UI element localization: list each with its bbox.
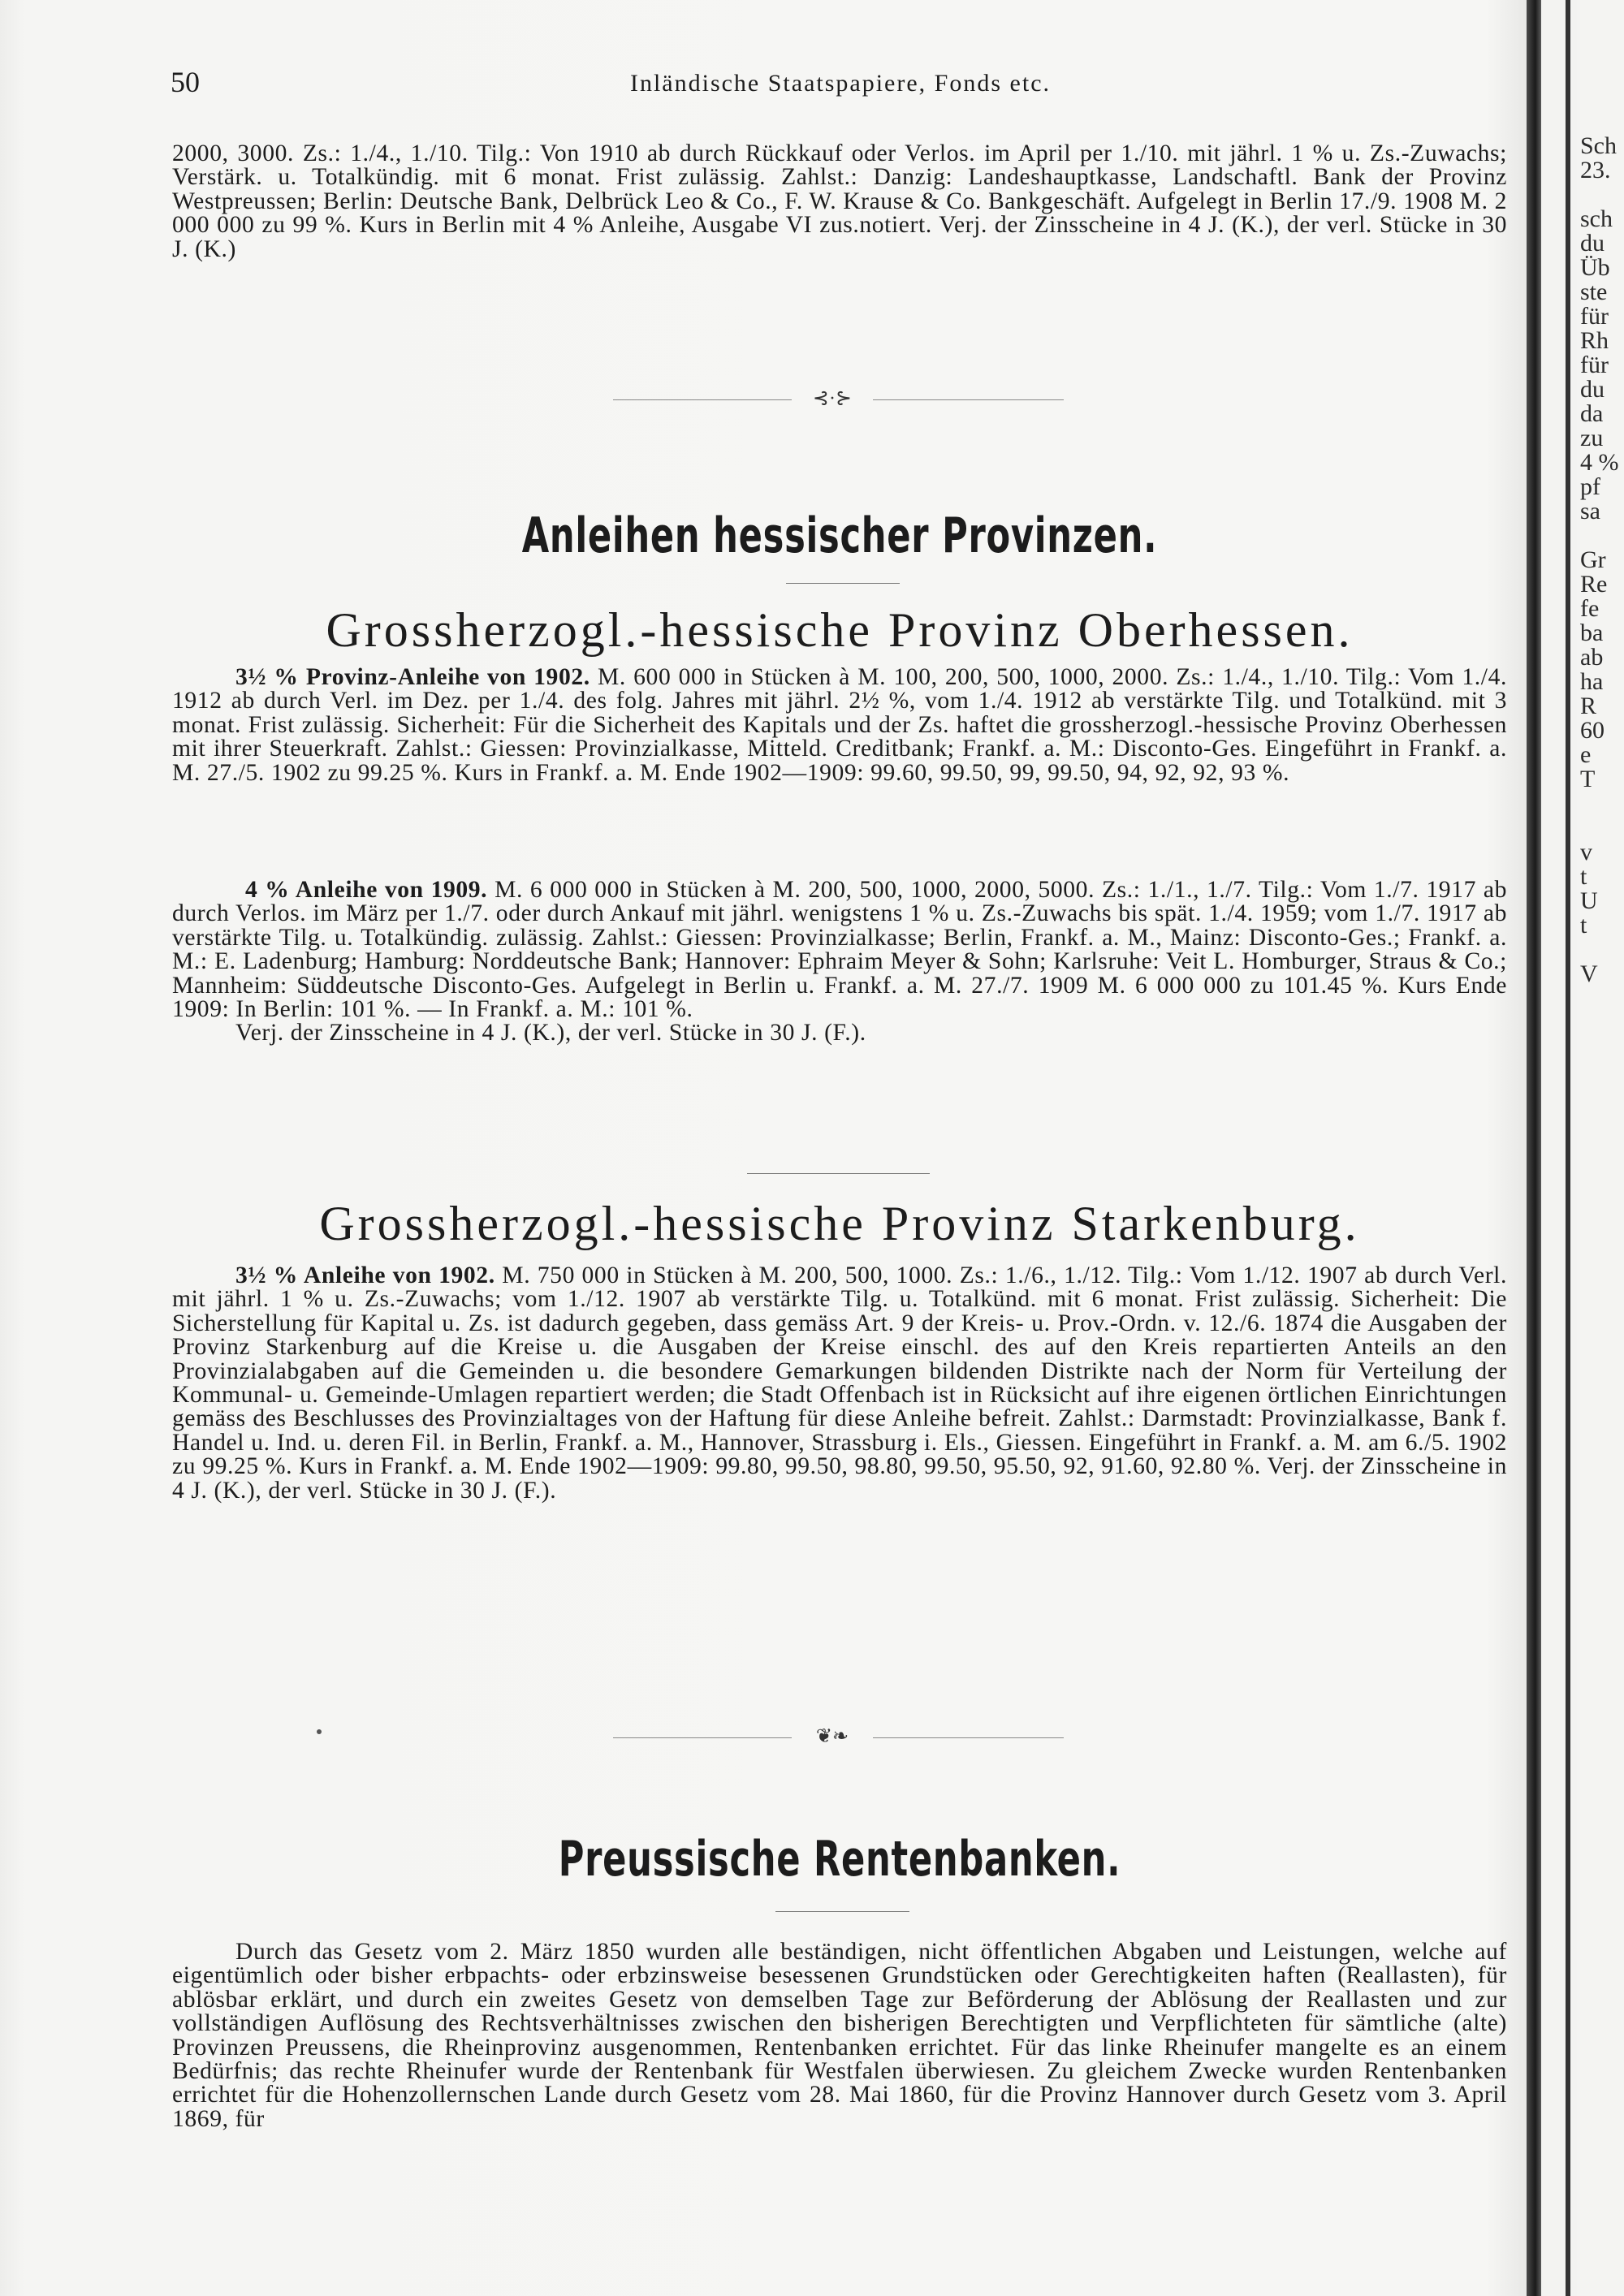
- loan-starkenburg-title: 3½ % Anleihe von 1902.: [235, 1262, 495, 1288]
- next-page-fragment: U: [1580, 887, 1598, 914]
- heading-oberhessen: Grossherzogl.-hessische Provinz Oberhessen.: [326, 603, 1354, 657]
- loan-1902-title: 3½ % Provinz-Anleihe von 1902.: [235, 664, 590, 690]
- next-page-fragment: Gr: [1580, 546, 1606, 573]
- ornament-divider: ⊰·⊱: [812, 388, 853, 409]
- ornament-rule-left: [613, 399, 792, 400]
- section-divider: [747, 1173, 930, 1174]
- next-page-fragment: 23.: [1580, 157, 1611, 183]
- next-page-fragment: T: [1580, 766, 1596, 792]
- next-page-fragment: Re: [1580, 571, 1608, 598]
- oberhessen-loan-2: [172, 878, 1507, 1046]
- page-edge: [1566, 0, 1570, 2296]
- next-page-fragment: für: [1580, 303, 1609, 330]
- next-page-fragment: R: [1580, 693, 1597, 719]
- next-page-fragment: du: [1580, 230, 1605, 257]
- intro-paragraph: [172, 142, 1507, 261]
- next-page-margin: [1577, 0, 1624, 2296]
- loan-starkenburg-text: M. 750 000 in Stücken à M. 200, 500, 1000. Zs.: 1./6., 1./12. Tilg.: Vom 1./12. 1907 ab durch Verl. mit jährl. 1 % u. Zs.-Zuwachs; vom 1./12. 1907 ab verstärkte Tilg. u. Totalkünd. mit 6 monat. Frist zulässig. Sicherheit: Die Sicherstellung für Kapital u. Zs. ist dadurch gegeben, dass gemäss Art. 9 der Kreis- u. Prov.-Ordn. v. 12./6. 1874 die Ausgaben der Provinz Starkenburg auf die Kreise u. die Ausgaben der Kreise einschl. des auf den Kreis repartierten Anteils an den Provinzialabgaben auf die Gemeinden u. die besondere Gemarkungen bildenden Distrikte nach der Norm für Verteilung der Kommunal- u. Gemeinde-Umlagen repartiert werden; die Stadt Offenbach ist in Rücksicht auf ihre eigenen örtlichen Einrichtungen gemäss des Beschlusses des Provinzialtages von der Haftung für diese Anleihe befreit. Zahlst.: Darmstadt: Provinzialkasse, Bank f. Handel u. Ind. u. deren Fil. in Berlin, Frankf. a. M., Hannover, Strassburg i. Els., Giessen. Eingeführt in Frankf. a. M. am 6./5. 1902 zu 99.25 %. Kurs in Frankf. a. M. Ende 1902—1909: 99.80, 99.50, 98.80, 99.50, 95.50, 92, 91.60, 92.80 %. Verj. der Zinsscheine in 4 J. (K.), der verl. Stücke in 30 J. (F.).: [172, 1262, 1507, 1504]
- next-page-fragment: 60: [1580, 717, 1605, 744]
- next-page-fragment: da: [1580, 400, 1604, 427]
- binding-gutter: [1527, 0, 1541, 2296]
- oberhessen-loan-1: [172, 666, 1507, 785]
- ornament-divider-2: ❦❧: [815, 1726, 849, 1747]
- loan-1902-text: M. 600 000 in Stücken à M. 100, 200, 500, 1000, 2000. Zs.: 1./4., 1./10. Tilg.: Vom 1./4. 1912 ab durch Verl. im Dez. per 1./4. des folg. Jahres mit jährl. 2½ %, vom 1./4. 1912 ab verstärkte Tilg. und Totalkünd. mit 3 monat. Frist zulässig. Sicherheit: Für die Sicherheit des Kapitals und der Zs. haftet die grossherzogl.-hessische Provinz Oberhessen mit ihrer Steuerkraft. Zahlst.: Giessen: Provinzialkasse, Mitteld. Creditbank; Frankf. a. M.: Disconto-Ges. Eingeführt in Frankf. a. M. 27./5. 1902 zu 99.25 %. Kurs in Frankf. a. M. Ende 1902—1909: 99.60, 99.50, 99, 99.50, 94, 92, 92, 93 %.: [172, 664, 1508, 786]
- section-title-hessen: Anleihen hessischer Provinzen.: [521, 507, 1158, 564]
- next-page-fragment: ste: [1580, 278, 1608, 305]
- ornament-rule-right-2: [873, 1737, 1064, 1738]
- starkenburg-loan: [172, 1264, 1507, 1503]
- page-number: 50: [171, 66, 200, 98]
- ornament-rule-right: [873, 399, 1064, 400]
- next-page-fragment: Üb: [1580, 254, 1610, 281]
- next-page-fragment: e: [1580, 741, 1592, 768]
- heading-starkenburg: Grossherzogl.-hessische Provinz Starkenburg.: [319, 1197, 1360, 1250]
- next-page-fragment: V: [1580, 960, 1598, 987]
- running-title: Inländische Staatspapiere, Fonds etc.: [629, 70, 1052, 97]
- next-page-fragment: sch: [1580, 205, 1613, 232]
- title-underline: [786, 583, 900, 584]
- next-page-fragment: ab: [1580, 644, 1604, 671]
- title-underline-2: [775, 1911, 909, 1912]
- next-page-fragment: sa: [1580, 498, 1600, 524]
- ornament-rule-left-2: [613, 1737, 792, 1738]
- loan-1909-title: 4 % Anleihe von 1909.: [245, 877, 488, 903]
- next-page-fragment: v: [1580, 839, 1592, 865]
- loan-1909-verj: Verj. der Zinsscheine in 4 J. (K.), der verl. Stücke in 30 J. (F.).: [235, 1020, 866, 1047]
- intro-text: 2000, 3000. Zs.: 1./4., 1./10. Tilg.: Von 1910 ab durch Rückkauf oder Verlos. im April per 1./10. mit jährl. 1 % u. Zs.-Zuwachs; Verstärk. u. Totalkündig. mit 6 monat. Frist zulässig. Zahlst.: Danzig: Landeshauptkasse, Landschaftl. Bank der Provinz Westpreussen; Berlin: Deutsche Bank, Delbrück Leo & Co., F. W. Krause & Co. Bankgeschäft. Aufgelegt in Berlin 17./9. 1908 M. 2 000 000 zu 99 %. Kurs in Berlin mit 4 % Anleihe, Ausgabe VI zus.notiert. Verj. der Zinsscheine in 4 J. (K.), der verl. Stücke in 30 J. (K.): [172, 140, 1507, 262]
- next-page-fragment: 4 %: [1580, 449, 1619, 476]
- next-page-fragment: für: [1580, 352, 1609, 378]
- loan-1909-text: M. 6 000 000 in Stücken à M. 200, 500, 1000, 2000, 5000. Zs.: 1./1., 1./7. Tilg.: Vom 1./7. 1917 ab durch Verlos. im März per 1./7. oder durch Ankauf mit jährl. wenigstens 1 % u. Zs.-Zuwachs bis spät. 1./4. 1959; vom 1./7. 1917 ab verstärkte Tilg. u. Totalkündig. zulässig. Zahlst.: Giessen: Provinzialkasse; Berlin, Frankf. a. M., Mainz: Disconto-Ges.; Frankf. a. M.: E. Ladenburg; Hamburg: Norddeutsche Bank; Hannover: Ephraim Meyer & Sohn; Karlsruhe: Veit L. Homburger, Straus & Co.; Mannheim: Süddeutsche Disconto-Ges. Aufgelegt in Berlin u. Frankf. a. M. 27./7. 1909 M. 6 000 000 zu 101.45 %. Kurs Ende 1909: In Berlin: 101 %. — In Frankf. a. M.: 101 %.: [172, 877, 1508, 1023]
- next-page-fragment: Rh: [1580, 327, 1609, 354]
- page-header: [171, 65, 1510, 106]
- next-page-fragment: pf: [1580, 473, 1600, 500]
- next-page-fragment: ba: [1580, 619, 1604, 646]
- rentenbanken-text: Durch das Gesetz vom 2. März 1850 wurden alle beständigen, nicht öffentlichen Abgaben und Leistungen, welche auf eigentümlich oder bisher erbpachts- oder erbzinsweise besessenen Grundstücken oder Gerechtigkeiten haften (Reallasten), für ablösbar erklärt, und durch ein zweites Gesetz von demselben Tage zur Beförderung der Ablösung der Reallasten und zur vollständigen Auflösung des Rechtsverhältnisses zwischen den bisherigen Berechtigten und Verpflichteten für sämtliche (alte) Provinzen Preussens, die Rheinprovinz ausgenommen, Rentenbanken errichtet. Für das linke Rheinufer mangelte es an einem Bedürfnis; das rechte Rheinufer wurde der Rentenbank für Westfalen überwiesen. Zu gleichem Zwecke wurden Rentenbanken errichtet für die Hohenzollernschen Lande durch Gesetz vom 28. Mai 1860, für die Provinz Hannover durch Gesetz vom 3. April 1869, für: [172, 1939, 1507, 2132]
- rentenbanken-paragraph: [172, 1940, 1507, 2131]
- next-page-fragment: fe: [1580, 595, 1600, 622]
- print-speck: [317, 1729, 322, 1734]
- section-title-rentenbanken: Preussische Rentenbanken.: [558, 1831, 1121, 1888]
- next-page-fragment: ha: [1580, 668, 1604, 695]
- next-page-fragment: Sch: [1580, 132, 1617, 159]
- next-page-fragment: du: [1580, 376, 1605, 403]
- next-page-fragment: zu: [1580, 425, 1604, 451]
- next-page-fragment: t: [1580, 912, 1587, 939]
- next-page-fragment: t: [1580, 863, 1587, 890]
